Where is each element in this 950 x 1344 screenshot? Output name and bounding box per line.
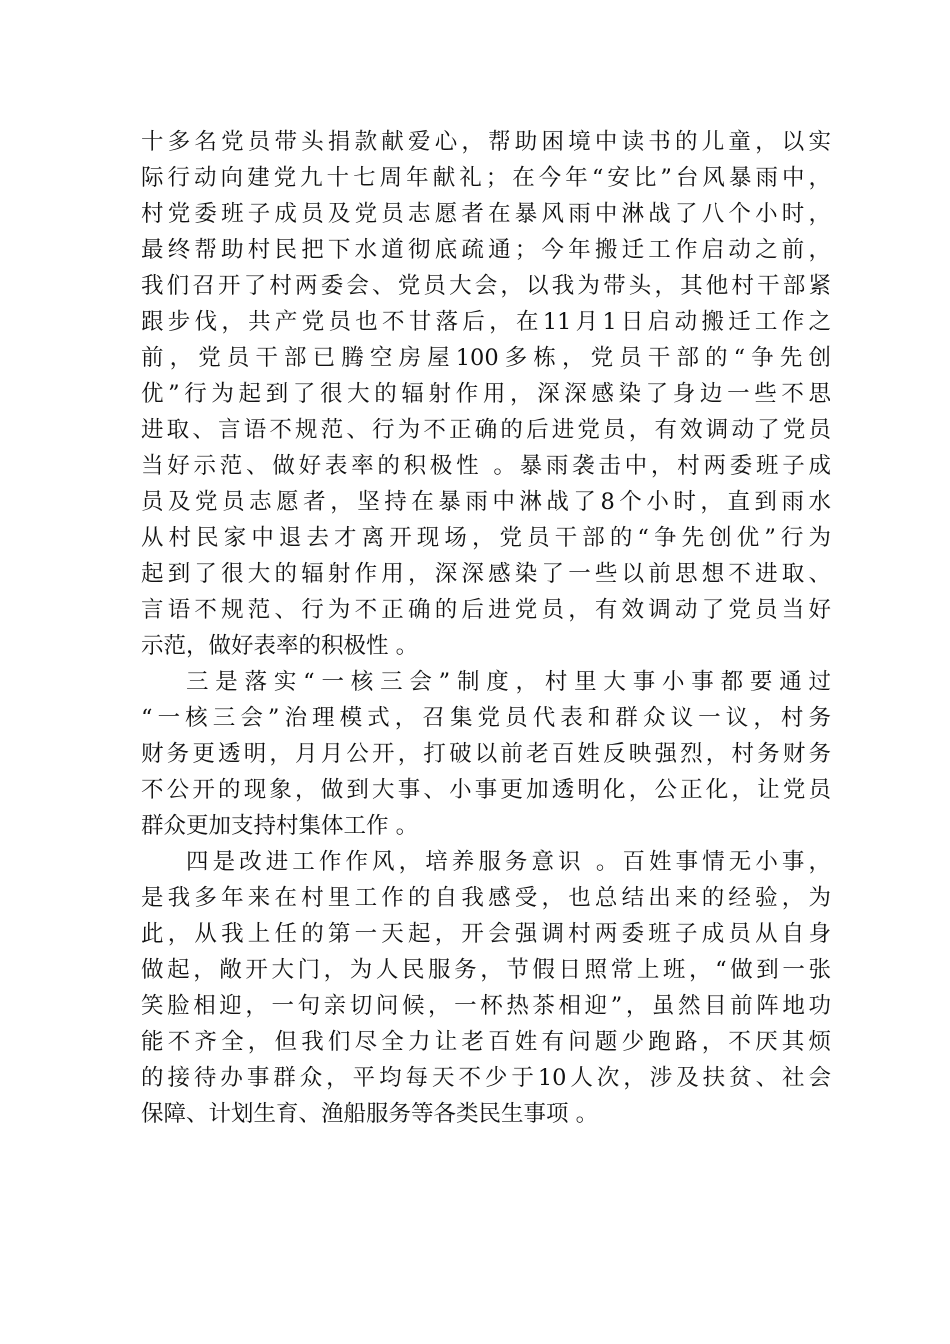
text-line: 群众更加支持村集体工作 。 — [141, 813, 419, 839]
text-line: 三是落实“一核三会”制度，村里大事小事都要通过 — [186, 669, 831, 695]
paragraph-3 — [141, 844, 831, 1132]
text-line: 财务更透明，月月公开，打破以前老百姓反映强烈，村务财务 — [141, 741, 831, 767]
paragraph-2 — [141, 664, 831, 844]
text-line: 进取、言语不规范、行为不正确的后进党员，有效调动了党员 — [141, 417, 831, 443]
text-line: 前，党员干部已腾空房屋100多栋，党员干部的“争先创 — [141, 345, 831, 371]
text-line: 言语不规范、行为不正确的后进党员，有效调动了党员当好 — [141, 597, 831, 623]
text-line: 四是改进工作作风，培养服务意识 。百姓事情无小事， — [186, 849, 831, 875]
text-line: 最终帮助村民把下水道彻底疏通；今年搬迁工作启动之前， — [141, 237, 831, 263]
text-line: 起到了很大的辐射作用，深深感染了一些以前思想不进取、 — [141, 561, 831, 587]
text-line: 保障、计划生育、渔船服务等各类民生事项 。 — [141, 1101, 599, 1127]
text-line: 当好示范、做好表率的积极性 。暴雨袭击中，村两委班子成 — [141, 453, 831, 479]
text-line: 的接待办事群众，平均每天不少于10人次，涉及扶贫、社会 — [141, 1065, 831, 1091]
text-line: 笑脸相迎，一句亲切问候，一杯热茶相迎”，虽然目前阵地功 — [141, 993, 831, 1019]
text-line: 从村民家中退去才离开现场，党员干部的“争先创优”行为 — [141, 525, 831, 551]
text-line: 不公开的现象，做到大事、小事更加透明化，公正化，让党员 — [141, 777, 831, 803]
text-line: 此，从我上任的第一天起，开会强调村两委班子成员从自身 — [141, 921, 831, 947]
text-line: 村党委班子成员及党员志愿者在暴风雨中淋战了八个小时， — [141, 201, 831, 227]
text-line: 十多名党员带头捐款献爱心，帮助困境中读书的儿童，以实 — [141, 129, 831, 155]
document-body — [141, 124, 831, 1132]
paragraph-1 — [141, 124, 831, 664]
text-line: 我们召开了村两委会、党员大会，以我为带头，其他村干部紧 — [141, 273, 831, 299]
text-line: 示范，做好表率的积极性 。 — [141, 633, 419, 659]
text-line: 优”行为起到了很大的辐射作用，深深感染了身边一些不思 — [141, 381, 831, 407]
text-line: 跟步伐，共产党员也不甘落后，在11月1日启动搬迁工作之 — [141, 309, 831, 335]
text-line: 际行动向建党九十七周年献礼；在今年“安比”台风暴雨中， — [141, 165, 831, 191]
text-line: 是我多年来在村里工作的自我感受，也总结出来的经验，为 — [141, 885, 831, 911]
text-line: 能不齐全，但我们尽全力让老百姓有问题少跑路，不厌其烦 — [141, 1029, 831, 1055]
text-line: 做起，敞开大门，为人民服务，节假日照常上班，“做到一张 — [141, 957, 831, 983]
text-line: “一核三会”治理模式，召集党员代表和群众议一议，村务 — [141, 705, 831, 731]
text-line: 员及党员志愿者，坚持在暴雨中淋战了8个小时，直到雨水 — [141, 489, 831, 515]
